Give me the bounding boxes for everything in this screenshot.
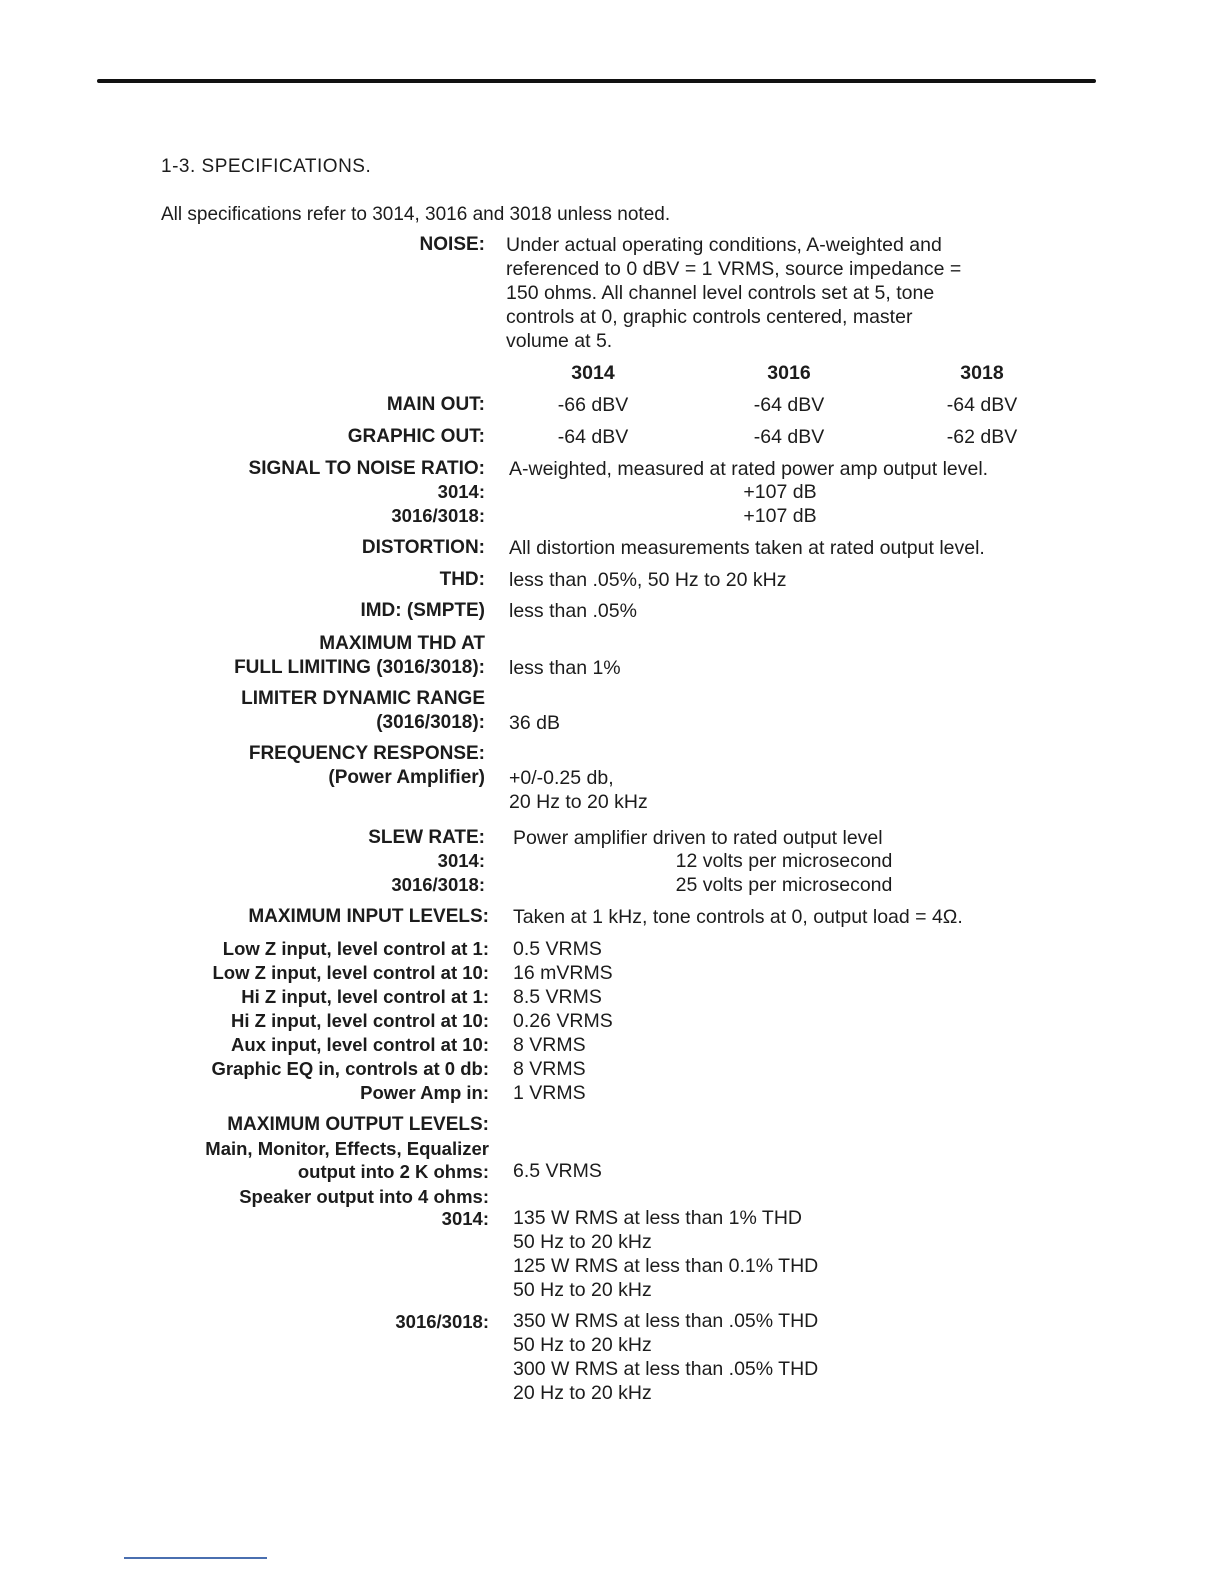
max-thd-label: FULL LIMITING (3016/3018):: [234, 657, 485, 678]
limiter-label: (3016/3018):: [376, 712, 485, 733]
limiter-value: 36 dB: [509, 712, 560, 734]
distortion-desc: All distortion measurements taken at rated output level.: [509, 537, 985, 559]
noise-col-header: 3014: [571, 362, 615, 384]
noise-desc-line: 150 ohms. All channel level controls set at 5, tone: [506, 282, 935, 304]
noise-desc-line: controls at 0, graphic controls centered, master: [506, 306, 913, 328]
input-item-label: Low Z input, level control at 10:: [212, 962, 489, 983]
input-item-label: Hi Z input, level control at 10:: [230, 1010, 489, 1031]
snr-label: SIGNAL TO NOISE RATIO:: [248, 458, 485, 479]
input-item-label: Hi Z input, level control at 1:: [241, 986, 489, 1007]
distortion-label: DISTORTION:: [361, 537, 485, 558]
main-out-value: -64 dBV: [946, 394, 1018, 416]
output-3014-line: 50 Hz to 20 kHz: [513, 1231, 652, 1253]
thd-value: less than .05%, 50 Hz to 20 kHz: [509, 569, 787, 591]
output-3016-label: 3016/3018:: [395, 1311, 489, 1332]
input-item-label: Low Z input, level control at 1:: [222, 938, 489, 959]
max-thd-value: less than 1%: [509, 657, 621, 679]
snr-3014-value: +107 dB: [743, 481, 817, 503]
graphic-out-value: -64 dBV: [753, 426, 825, 448]
noise-label: NOISE:: [419, 234, 485, 255]
noise-desc-line: referenced to 0 dBV = 1 VRMS, source impedance =: [506, 258, 962, 280]
section-title: 1-3. SPECIFICATIONS.: [161, 156, 372, 177]
max-output-sub: Main, Monitor, Effects, Equalizer: [205, 1138, 489, 1159]
intro-text: All specifications refer to 3014, 3016 and 3018 unless noted.: [161, 204, 671, 225]
thd-label: THD:: [439, 569, 485, 590]
output-3016-line: 350 W RMS at less than .05% THD: [513, 1310, 819, 1332]
input-item-value: 8 VRMS: [513, 1034, 586, 1056]
max-output-sub: output into 2 K ohms:: [297, 1161, 489, 1182]
slew-3014-value: 12 volts per microsecond: [675, 850, 893, 872]
freq-label: FREQUENCY RESPONSE:: [248, 743, 485, 764]
max-thd-label: MAXIMUM THD AT: [319, 633, 485, 654]
input-item-value: 0.5 VRMS: [513, 938, 602, 960]
max-output-label: MAXIMUM OUTPUT LEVELS:: [227, 1114, 489, 1135]
noise-col-header: 3016: [767, 362, 811, 384]
max-output-value: 6.5 VRMS: [513, 1160, 602, 1182]
imd-value: less than .05%: [509, 600, 637, 622]
input-item-value: 8 VRMS: [513, 1058, 586, 1080]
speaker-output-label: Speaker output into 4 ohms:: [239, 1186, 489, 1207]
main-out-label: MAIN OUT:: [386, 394, 485, 415]
snr-desc: A-weighted, measured at rated power amp output level.: [509, 458, 989, 480]
output-3014-line: 125 W RMS at less than 0.1% THD: [513, 1255, 819, 1277]
input-item-value: 1 VRMS: [513, 1082, 586, 1104]
input-item-label: Power Amp in:: [360, 1082, 489, 1103]
output-3016-line: 50 Hz to 20 kHz: [513, 1334, 652, 1356]
limiter-label: LIMITER DYNAMIC RANGE: [241, 688, 485, 709]
slew-3014-label: 3014:: [437, 850, 485, 871]
output-3014-label: 3014:: [441, 1208, 489, 1229]
snr-3016-label: 3016/3018:: [391, 505, 485, 526]
max-input-label: MAXIMUM INPUT LEVELS:: [248, 906, 489, 927]
output-3014-line: 135 W RMS at less than 1% THD: [513, 1207, 802, 1229]
output-3016-line: 20 Hz to 20 kHz: [513, 1382, 652, 1404]
graphic-out-label: GRAPHIC OUT:: [347, 426, 485, 447]
slew-3016-label: 3016/3018:: [391, 874, 485, 895]
footer-rule: [124, 1557, 267, 1559]
input-item-value: 8.5 VRMS: [513, 986, 602, 1008]
noise-col-header: 3018: [960, 362, 1004, 384]
slew-3016-value: 25 volts per microsecond: [675, 874, 893, 896]
output-3014-line: 50 Hz to 20 kHz: [513, 1279, 652, 1301]
output-3016-line: 300 W RMS at less than .05% THD: [513, 1358, 819, 1380]
slew-label: SLEW RATE:: [368, 827, 485, 848]
freq-label: (Power Amplifier): [328, 767, 485, 788]
graphic-out-value: -64 dBV: [557, 426, 629, 448]
noise-desc-line: volume at 5.: [506, 330, 613, 352]
noise-desc-line: Under actual operating conditions, A-weighted and: [506, 234, 942, 256]
input-item-label: Graphic EQ in, controls at 0 db:: [211, 1058, 489, 1079]
slew-desc: Power amplifier driven to rated output level: [513, 827, 883, 849]
max-input-desc: Taken at 1 kHz, tone controls at 0, output load = 4Ω.: [513, 906, 963, 928]
snr-3014-label: 3014:: [437, 481, 485, 502]
input-item-label: Aux input, level control at 10:: [230, 1034, 489, 1055]
graphic-out-value: -62 dBV: [946, 426, 1018, 448]
input-item-value: 16 mVRMS: [513, 962, 613, 984]
imd-label: IMD: (SMPTE): [360, 600, 485, 621]
input-item-value: 0.26 VRMS: [513, 1010, 613, 1032]
freq-value: +0/-0.25 db,: [509, 767, 614, 789]
top-rule: [97, 79, 1096, 83]
freq-value: 20 Hz to 20 kHz: [509, 791, 648, 813]
main-out-value: -66 dBV: [557, 394, 629, 416]
main-out-value: -64 dBV: [753, 394, 825, 416]
snr-3016-value: +107 dB: [743, 505, 817, 527]
